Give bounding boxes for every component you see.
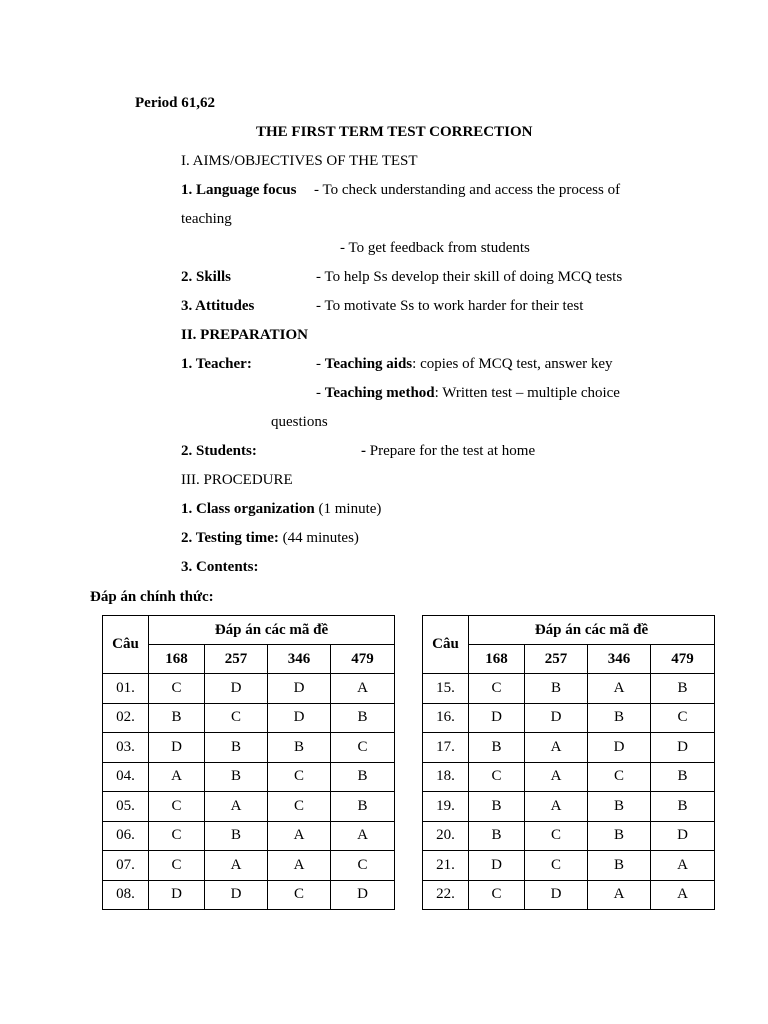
answer-cell: B bbox=[205, 733, 268, 763]
table-row bbox=[103, 880, 395, 910]
answer-cell: C bbox=[469, 880, 525, 910]
teaching-method-line: - Teaching method: Written test – multiple choice bbox=[316, 385, 620, 401]
answer-cell: B bbox=[651, 792, 715, 822]
table-row bbox=[423, 851, 715, 881]
table-row bbox=[103, 703, 395, 733]
answer-key-heading: Đáp án chính thức: bbox=[90, 589, 214, 605]
answer-cell: C bbox=[149, 821, 205, 851]
answer-cell: A bbox=[525, 762, 588, 792]
testing-time-line: 2. Testing time: (44 minutes) bbox=[181, 530, 359, 546]
question-number-cell: 08. bbox=[103, 880, 149, 910]
question-number-cell: 04. bbox=[103, 762, 149, 792]
answer-cell: D bbox=[469, 703, 525, 733]
question-number-cell: 20. bbox=[423, 821, 469, 851]
class-organization-line: 1. Class organization (1 minute) bbox=[181, 501, 382, 517]
skills-text: - To help Ss develop their skill of doing MCQ tests bbox=[316, 269, 623, 285]
answer-cell: D bbox=[268, 674, 331, 704]
question-number-cell: 01. bbox=[103, 674, 149, 704]
answer-cell: C bbox=[588, 762, 651, 792]
answer-cell: C bbox=[469, 674, 525, 704]
language-focus-label: 1. Language focus bbox=[181, 182, 297, 198]
language-focus-feedback: - To get feedback from students bbox=[340, 240, 530, 256]
section-aims-heading: I. AIMS/OBJECTIVES OF THE TEST bbox=[181, 153, 418, 169]
answer-cell: A bbox=[205, 792, 268, 822]
period-label: Period 61,62 bbox=[135, 95, 215, 111]
cau-header: Câu bbox=[103, 616, 149, 674]
answer-cell: A bbox=[588, 674, 651, 704]
answer-cell: B bbox=[268, 733, 331, 763]
question-number-cell: 21. bbox=[423, 851, 469, 881]
answer-cell: A bbox=[525, 792, 588, 822]
answer-cell: B bbox=[149, 703, 205, 733]
attitudes-text: - To motivate Ss to work harder for their test bbox=[316, 298, 584, 314]
answer-cell: A bbox=[268, 821, 331, 851]
table-row bbox=[103, 762, 395, 792]
students-text: - Prepare for the test at home bbox=[361, 443, 536, 459]
code-header: 168 bbox=[149, 645, 205, 674]
language-focus-text-cont: teaching bbox=[181, 211, 232, 227]
teaching-method-cont: questions bbox=[271, 414, 328, 430]
attitudes-label: 3. Attitudes bbox=[181, 298, 255, 314]
answer-cell: D bbox=[268, 703, 331, 733]
question-number-cell: 07. bbox=[103, 851, 149, 881]
answer-cell: C bbox=[268, 792, 331, 822]
answer-cell: B bbox=[588, 851, 651, 881]
answer-cell: C bbox=[331, 733, 395, 763]
answer-cell: D bbox=[205, 674, 268, 704]
table-row bbox=[423, 703, 715, 733]
answer-table-left bbox=[102, 615, 395, 910]
answer-cell: A bbox=[331, 821, 395, 851]
answer-cell: C bbox=[149, 674, 205, 704]
question-number-cell: 15. bbox=[423, 674, 469, 704]
code-header: 479 bbox=[331, 645, 395, 674]
table-row bbox=[423, 792, 715, 822]
answer-cell: B bbox=[525, 674, 588, 704]
question-number-cell: 19. bbox=[423, 792, 469, 822]
teaching-aids-line: - Teaching aids: copies of MCQ test, answer key bbox=[316, 356, 613, 372]
question-number-cell: 05. bbox=[103, 792, 149, 822]
answer-cell: B bbox=[469, 792, 525, 822]
answer-cell: B bbox=[588, 821, 651, 851]
table-row bbox=[423, 880, 715, 910]
answer-cell: D bbox=[469, 851, 525, 881]
answer-cell: C bbox=[469, 762, 525, 792]
table-row bbox=[423, 762, 715, 792]
codes-group-header: Đáp án các mã đề bbox=[149, 616, 395, 645]
answer-cell: C bbox=[149, 851, 205, 881]
answer-cell: C bbox=[331, 851, 395, 881]
answer-cell: B bbox=[651, 762, 715, 792]
table-row bbox=[103, 821, 395, 851]
code-header: 168 bbox=[469, 645, 525, 674]
answer-cell: B bbox=[588, 703, 651, 733]
answer-cell: B bbox=[331, 762, 395, 792]
answer-cell: D bbox=[525, 880, 588, 910]
page-title: THE FIRST TERM TEST CORRECTION bbox=[256, 124, 533, 140]
answer-cell: A bbox=[205, 851, 268, 881]
answer-cell: D bbox=[149, 880, 205, 910]
answer-cell: C bbox=[525, 821, 588, 851]
answer-cell: A bbox=[268, 851, 331, 881]
answer-cell: A bbox=[525, 733, 588, 763]
answer-cell: C bbox=[149, 792, 205, 822]
teacher-label: 1. Teacher: bbox=[181, 356, 252, 372]
code-header: 346 bbox=[588, 645, 651, 674]
section-procedure-heading: III. PROCEDURE bbox=[181, 472, 293, 488]
code-header: 346 bbox=[268, 645, 331, 674]
codes-group-header: Đáp án các mã đề bbox=[469, 616, 715, 645]
question-number-cell: 06. bbox=[103, 821, 149, 851]
students-label: 2. Students: bbox=[181, 443, 257, 459]
code-header: 257 bbox=[525, 645, 588, 674]
table-row bbox=[103, 792, 395, 822]
code-header: 257 bbox=[205, 645, 268, 674]
section-preparation-heading: II. PREPARATION bbox=[181, 327, 308, 343]
answer-cell: A bbox=[651, 851, 715, 881]
answer-cell: D bbox=[331, 880, 395, 910]
answer-cell: C bbox=[525, 851, 588, 881]
answer-cell: D bbox=[149, 733, 205, 763]
table-row bbox=[103, 674, 395, 704]
question-number-cell: 16. bbox=[423, 703, 469, 733]
table-row bbox=[423, 821, 715, 851]
answer-cell: C bbox=[268, 880, 331, 910]
answer-cell: D bbox=[651, 733, 715, 763]
answer-cell: B bbox=[469, 733, 525, 763]
answer-cell: D bbox=[588, 733, 651, 763]
answer-cell: A bbox=[149, 762, 205, 792]
skills-label: 2. Skills bbox=[181, 269, 232, 285]
question-number-cell: 03. bbox=[103, 733, 149, 763]
table-row bbox=[423, 733, 715, 763]
language-focus-text: - To check understanding and access the process of bbox=[314, 182, 621, 198]
answer-cell: C bbox=[205, 703, 268, 733]
answer-table-right bbox=[422, 615, 715, 910]
table-row bbox=[103, 733, 395, 763]
answer-cell: D bbox=[651, 821, 715, 851]
contents-label: 3. Contents: bbox=[181, 559, 259, 575]
answer-cell: D bbox=[205, 880, 268, 910]
code-header: 479 bbox=[651, 645, 715, 674]
answer-cell: B bbox=[331, 792, 395, 822]
cau-header: Câu bbox=[423, 616, 469, 674]
answer-cell: B bbox=[205, 762, 268, 792]
answer-cell: C bbox=[268, 762, 331, 792]
answer-cell: D bbox=[525, 703, 588, 733]
table-row bbox=[103, 851, 395, 881]
question-number-cell: 22. bbox=[423, 880, 469, 910]
answer-cell: C bbox=[651, 703, 715, 733]
answer-cell: A bbox=[331, 674, 395, 704]
question-number-cell: 18. bbox=[423, 762, 469, 792]
answer-cell: A bbox=[588, 880, 651, 910]
table-row bbox=[423, 674, 715, 704]
answer-cell: B bbox=[469, 821, 525, 851]
question-number-cell: 02. bbox=[103, 703, 149, 733]
answer-cell: B bbox=[331, 703, 395, 733]
answer-cell: B bbox=[205, 821, 268, 851]
answer-cell: B bbox=[588, 792, 651, 822]
question-number-cell: 17. bbox=[423, 733, 469, 763]
answer-cell: A bbox=[651, 880, 715, 910]
answer-cell: B bbox=[651, 674, 715, 704]
